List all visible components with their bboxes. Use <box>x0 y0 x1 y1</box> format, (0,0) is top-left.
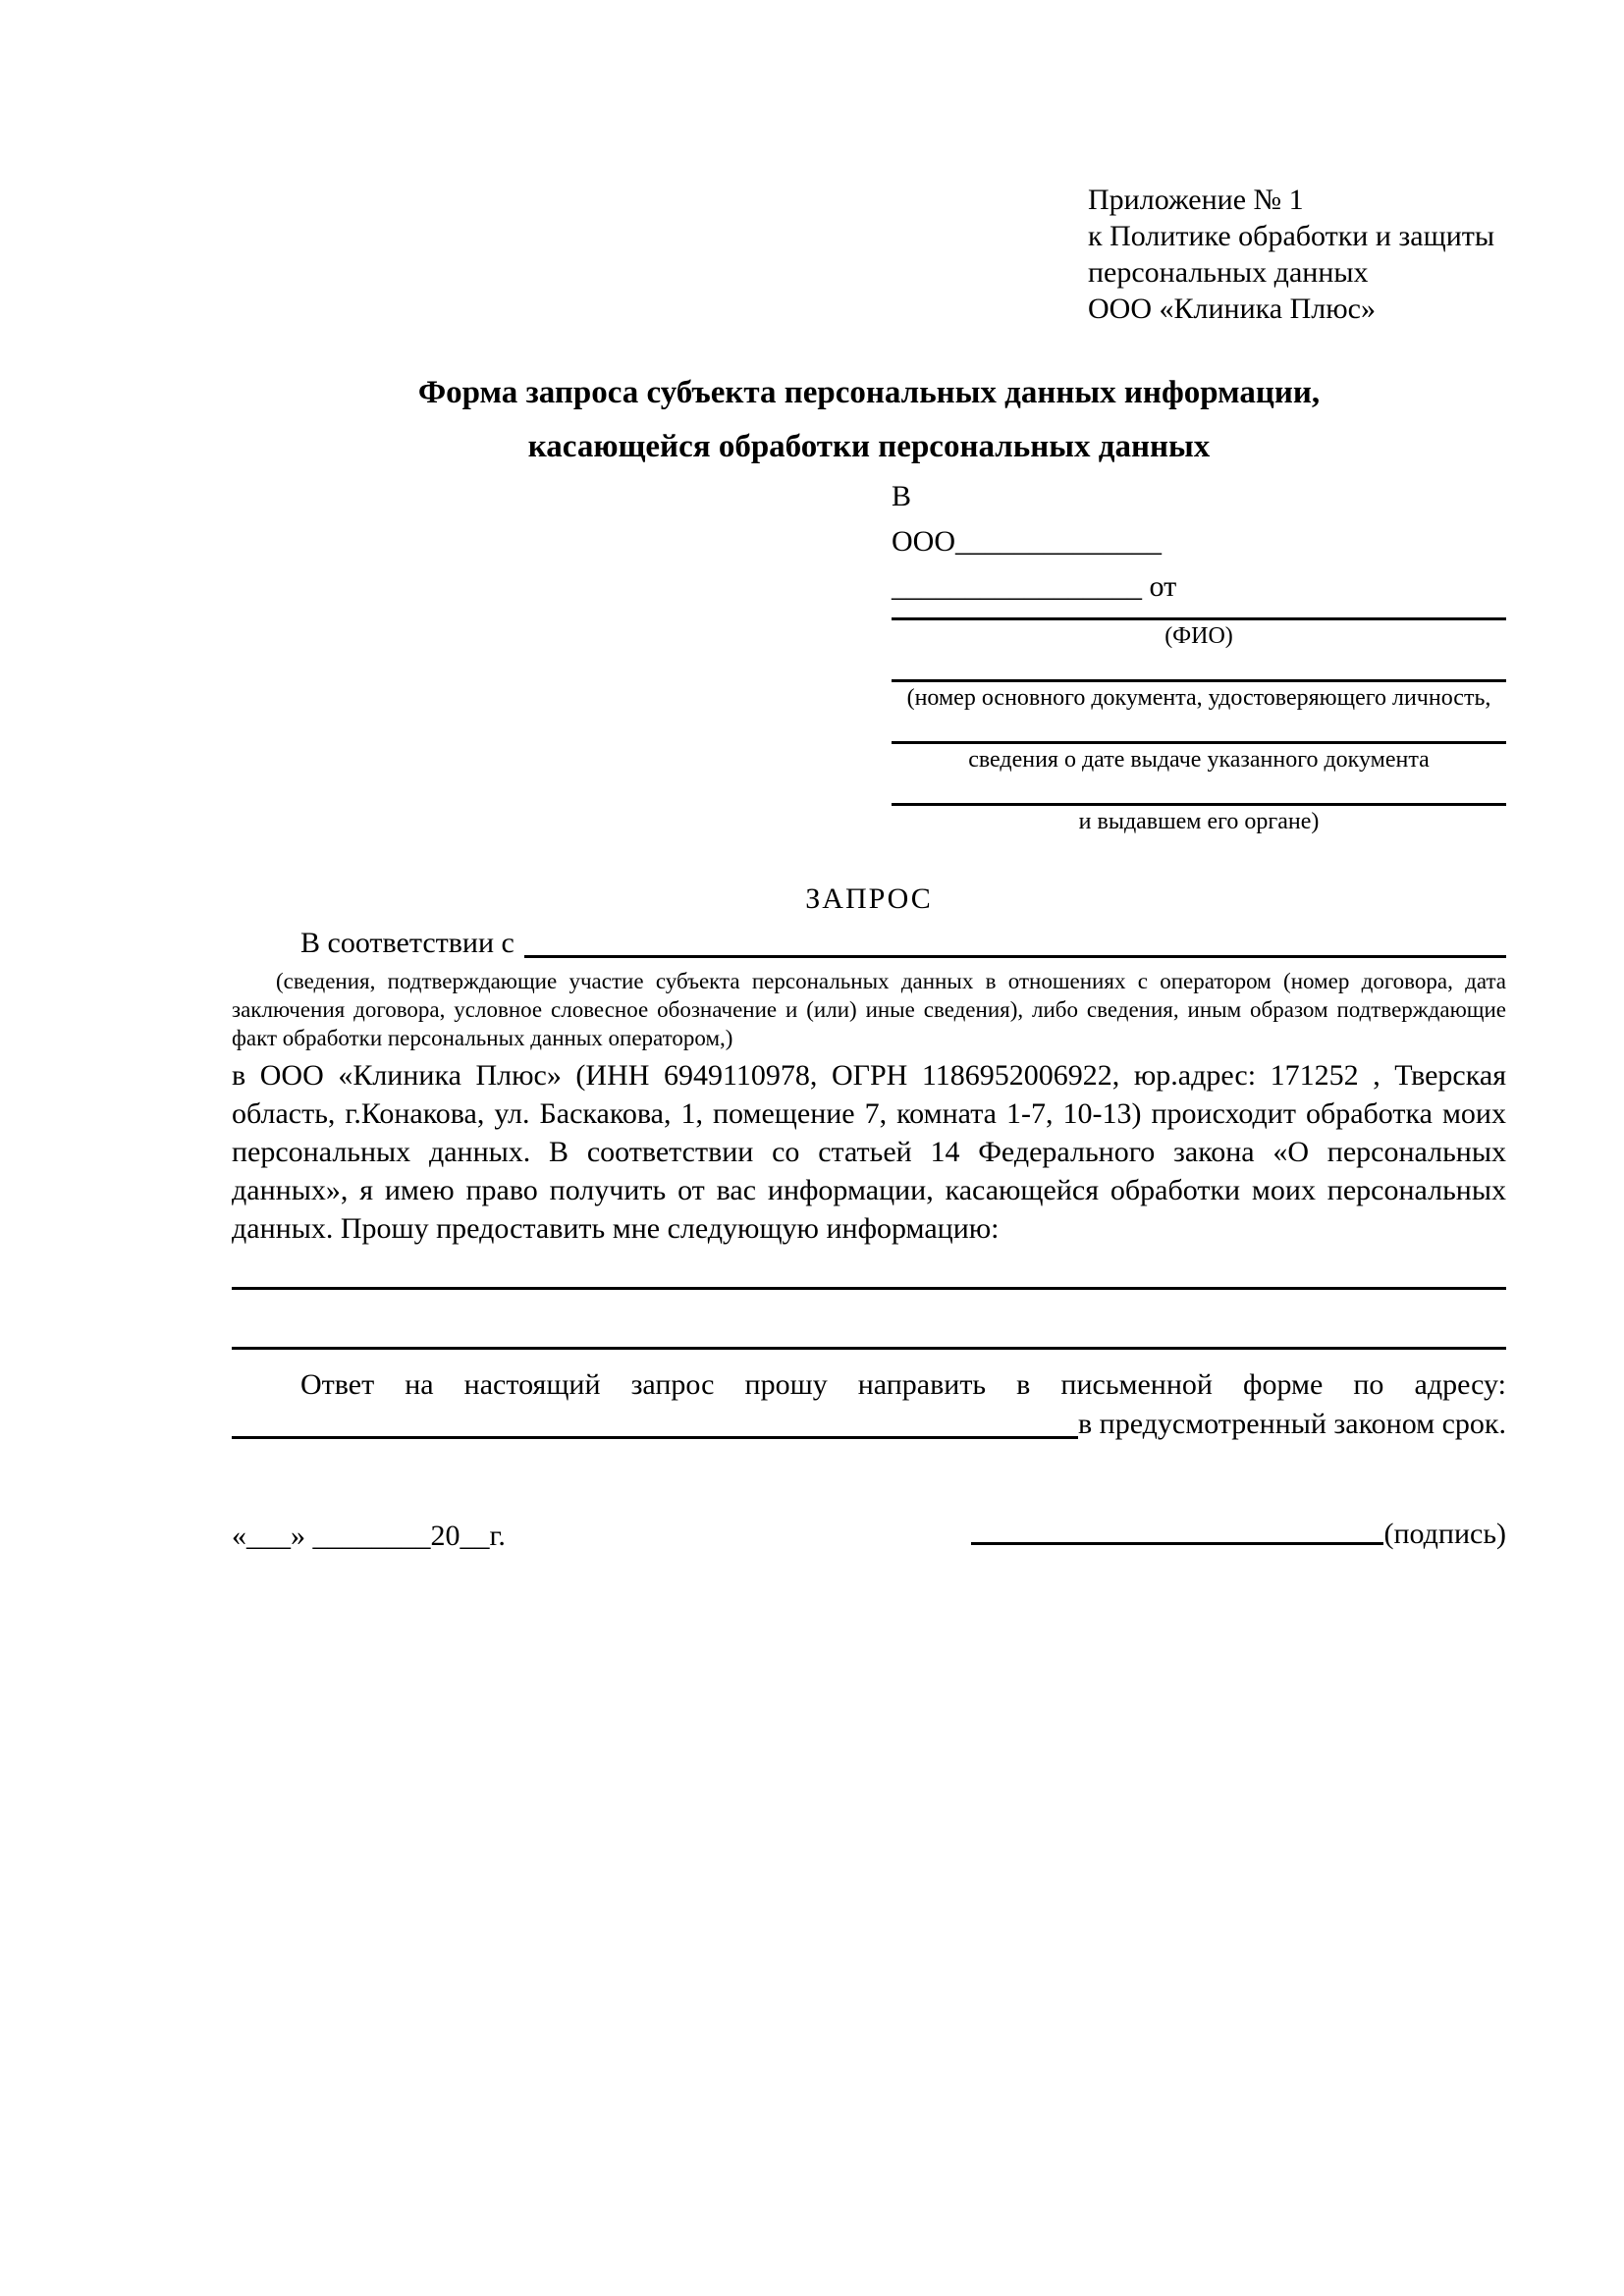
addressee-to: В <box>892 480 912 512</box>
issue-date-label: сведения о дате выдаче указанного документа <box>968 747 1430 773</box>
requested-info-fill-line-1 <box>232 1287 1506 1290</box>
signature-label: (подпись) <box>1383 1518 1506 1550</box>
document-number-fill-line <box>892 679 1506 682</box>
legal-basis-line <box>232 924 1506 963</box>
appendix-header-line-4: ООО «Клиника Плюс» <box>1088 293 1376 325</box>
addressee-from-blank: _________________ от <box>892 570 1177 603</box>
footer-row <box>232 1518 1506 1553</box>
appendix-header-line-2: к Политике обработки и защиты <box>1088 220 1495 252</box>
appendix-header <box>1088 182 1506 327</box>
legal-basis-fill-line <box>524 924 1506 958</box>
fio-label: (ФИО) <box>1164 623 1233 649</box>
document-title <box>232 366 1506 474</box>
document-title-line-1: Форма запроса субъекта персональных данных информации, <box>417 375 1321 410</box>
legal-basis-prefix: В соответствии с <box>300 927 514 959</box>
issuing-authority-label: и выдавшем его органе) <box>1078 809 1320 834</box>
addressee-company-blank: ООО______________ <box>892 525 1162 558</box>
fio-fill-line <box>892 617 1506 620</box>
request-body-paragraph: в ООО «Клиника Плюс» (ИНН 6949110978, ОГРН 1186952006922, юр.адрес: 171252 , Тверская область, г.Конакова, ул. Баскакова, 1, помещение 7, комната 1-7, 10-13) происходит обработка моих персональных данных. В соответствии со статьей 14 Федерального закона «О персональных данных», я имею право получить от вас информации, касающейся обработки моих персональных данных. Прошу предоставить мне следующую информацию: <box>232 1059 1506 1245</box>
signature-fill-line <box>971 1542 1383 1545</box>
requested-info-fill-line-2 <box>232 1347 1506 1350</box>
issuing-authority-fill-line <box>892 803 1506 806</box>
issue-date-fill-line <box>892 741 1506 744</box>
date-fill-blank: «___» ________20__г. <box>232 1520 506 1552</box>
response-address-fill-line <box>232 1405 1078 1439</box>
appendix-header-line-1: Приложение № 1 <box>1088 184 1304 216</box>
addressee-block <box>892 474 1506 835</box>
document-title-line-2: касающейся обработки персональных данных <box>527 429 1211 464</box>
fine-print-note: (сведения, подтверждающие участие субъекта персональных данных в отношениях с оператором (номер договора, дата заключения договора, условное словесное обозначение и (или) иные сведения), либо сведения, иным образом подтверждающие факт обработки персональных данных оператором,) <box>232 969 1506 1050</box>
signature-area <box>971 1518 1506 1551</box>
response-delivery-sentence: Ответ на настоящий запрос прошу направить в письменной форме по адресу: <box>300 1368 1506 1401</box>
response-address-line <box>232 1405 1506 1444</box>
appendix-header-line-3: персональных данных <box>1088 256 1369 289</box>
request-heading: ЗАПРОС <box>805 882 933 915</box>
document-number-label: (номер основного документа, удостоверяющего личность, <box>906 685 1491 711</box>
response-deadline-text: в предусмотренный законом срок. <box>1078 1408 1506 1440</box>
